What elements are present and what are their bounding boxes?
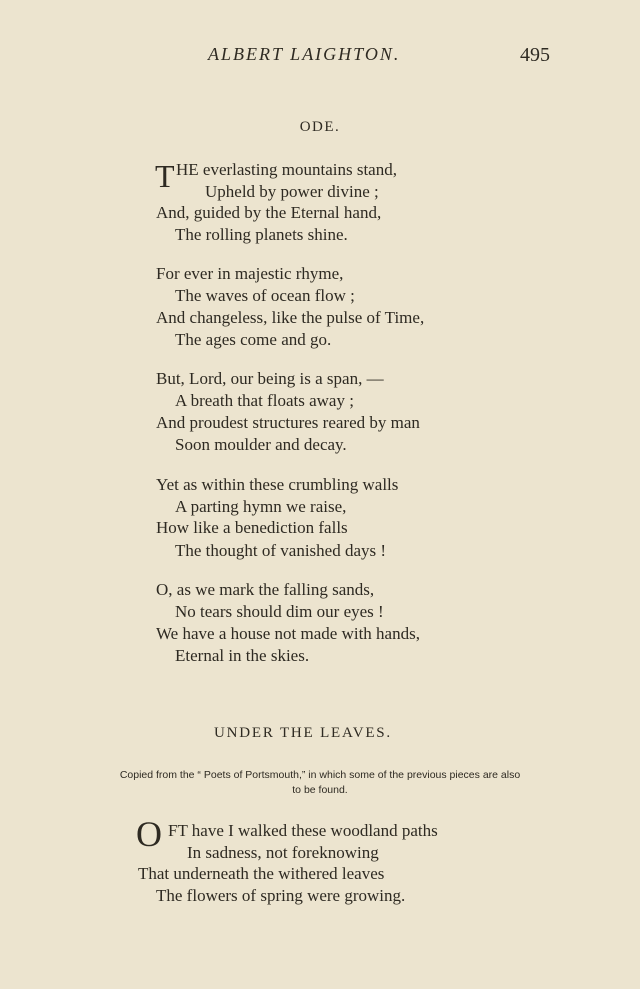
poem-line: A parting hymn we raise, xyxy=(175,497,347,516)
source-note-line: to be found. xyxy=(292,784,348,796)
poem-line: The ages come and go. xyxy=(175,330,332,349)
poem-line: HE everlasting mountains stand, xyxy=(176,160,397,179)
poem-line: Eternal in the skies. xyxy=(175,646,310,665)
source-note xyxy=(80,768,560,798)
poem-line: We have a house not made with hands, xyxy=(156,624,420,643)
poem-line: And proudest structures reared by man xyxy=(156,413,420,432)
poem-line: But, Lord, our being is a span, — xyxy=(156,369,384,388)
ode-dropcap: T xyxy=(155,158,175,194)
poem-line: The rolling planets shine. xyxy=(175,225,348,244)
poem-line: The waves of ocean flow ; xyxy=(175,286,355,305)
poem-line: No tears should dim our eyes ! xyxy=(175,602,384,621)
poem-line: A breath that floats away ; xyxy=(175,391,354,410)
poem-line: The flowers of spring were growing. xyxy=(156,886,406,905)
poem-line: The thought of vanished days ! xyxy=(175,541,387,560)
poem-line: O, as we mark the falling sands, xyxy=(156,580,375,599)
poem-line: Upheld by power divine ; xyxy=(205,182,379,201)
poem-line: And changeless, like the pulse of Time, xyxy=(156,308,425,327)
page-number: 495 xyxy=(520,44,550,66)
poem-title-under-the-leaves: UNDER THE LEAVES. xyxy=(214,725,392,741)
poem-line: For ever in majestic rhyme, xyxy=(156,264,344,283)
source-note-line: Copied from the “ Poets of Portsmouth,” in which some of the previous pieces are also xyxy=(119,769,521,781)
poem-title-ode: ODE. xyxy=(299,119,341,135)
poem-line: That underneath the withered leaves xyxy=(138,864,385,883)
poem-line: And, guided by the Eternal hand, xyxy=(156,203,382,222)
under-leaves-dropcap: O xyxy=(136,814,162,854)
poem-line: Soon moulder and decay. xyxy=(175,435,347,454)
poem-line: Yet as within these crumbling walls xyxy=(156,475,399,494)
poem-line: FT have I walked these woodland paths xyxy=(168,821,438,840)
poem-line: How like a benediction falls xyxy=(156,518,348,537)
running-head: ALBERT LAIGHTON. xyxy=(208,44,401,64)
poem-line: In sadness, not foreknowing xyxy=(187,843,379,862)
